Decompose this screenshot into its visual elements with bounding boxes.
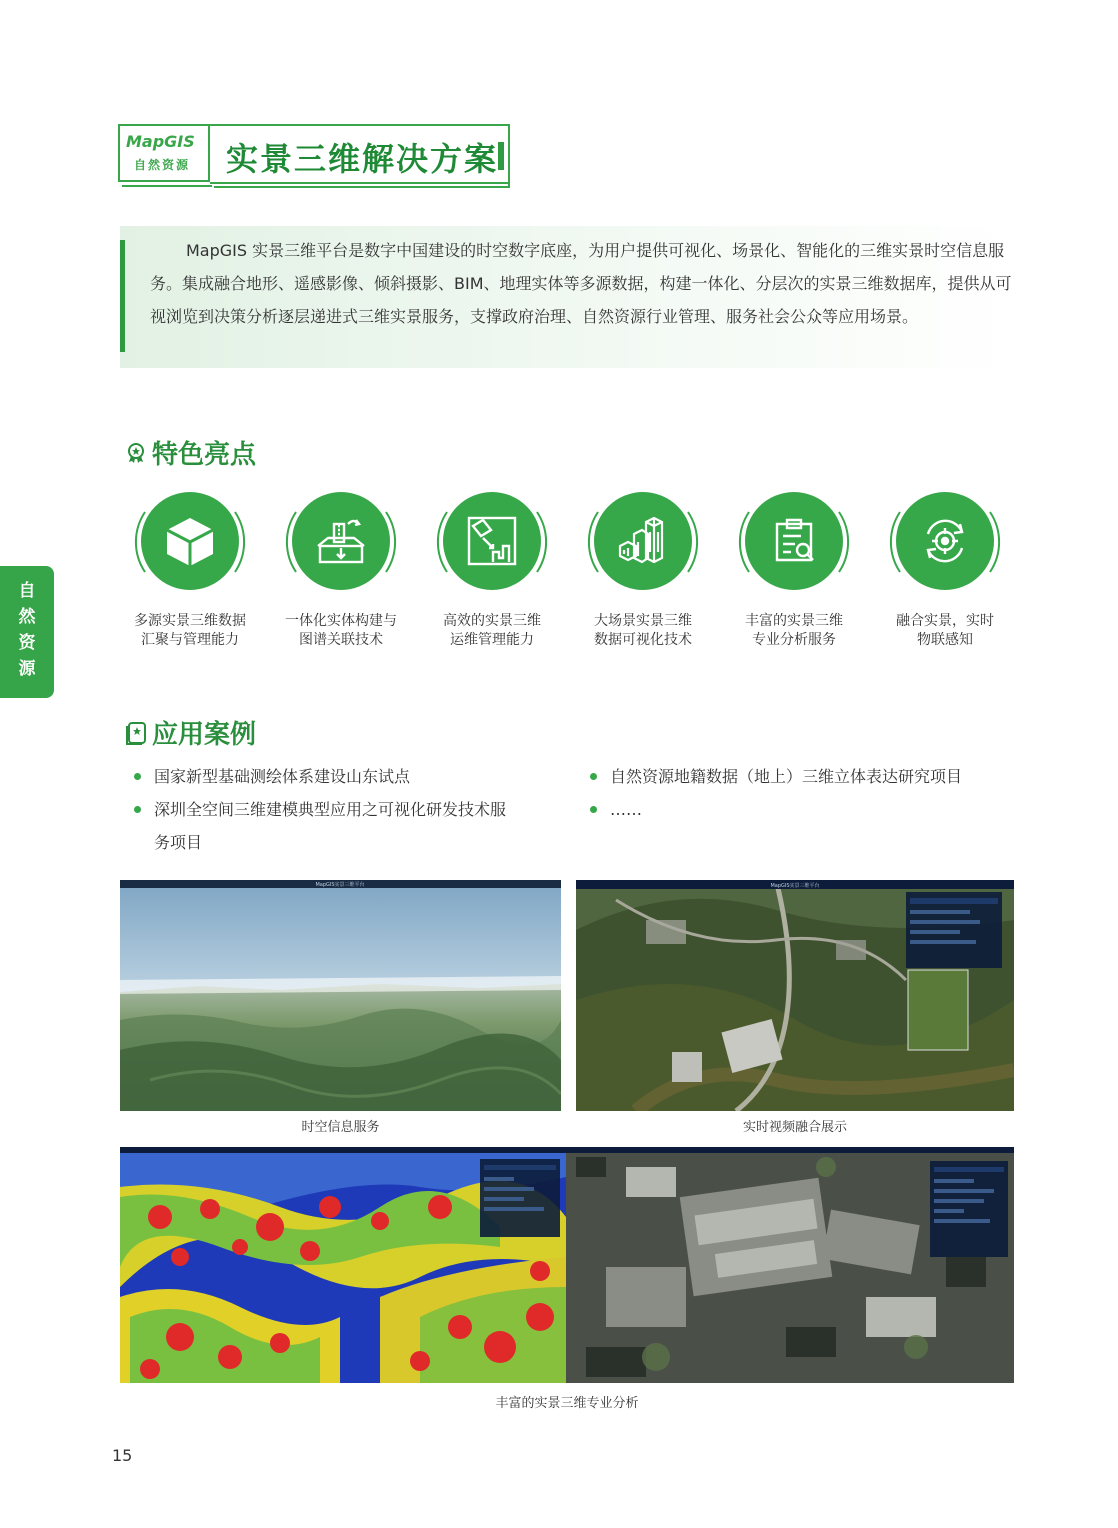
city-blocks-icon [594, 492, 692, 590]
heatmap-screenshot [120, 1147, 566, 1383]
caption-terrain: 时空信息服务 [301, 1120, 380, 1135]
feature-item: 一体化实体构建与 图谱关联技术 [271, 490, 411, 650]
cube-icon [141, 492, 239, 590]
page-header [118, 124, 512, 188]
list-item: 国家新型基础测绘体系建设山东试点 [130, 760, 410, 793]
building-build-icon [292, 492, 390, 590]
intro-text: MapGIS 实景三维平台是数字中国建设的时空数字底座，为用户提供可视化、场景化、智能化的三维实景时空信息服务。集成融合地形、遥感影像、倾斜摄影、BIM、地理实体等多源数据，构建一体化、分层次的实景三维数据库，提供从可视浏览到决策分析逐层递进式三维实景服务，支撑政府治理、自然资源行业管理、服务社会公众等应用场景。 [150, 241, 1012, 326]
logo-brand: MapGIS [126, 132, 195, 151]
map-city-icon [443, 492, 541, 590]
title-box [210, 124, 510, 184]
target-sync-icon [896, 492, 994, 590]
list-item: 自然资源地籍数据（地上）三维立体表达研究项目 [586, 760, 962, 793]
svg-text:MapGIS实景三维平台: MapGIS实景三维平台 [315, 882, 365, 888]
feature-item: 多源实景三维数据 汇聚与管理能力 [120, 490, 260, 650]
award-icon [124, 441, 148, 472]
features-title: 特色亮点 [124, 434, 256, 472]
oblique-city-screenshot [566, 1147, 1014, 1383]
list-item: 深圳全空间三维建模典型应用之可视化研发技术服 [130, 793, 506, 826]
mapgis-logo [118, 124, 210, 182]
side-tab[interactable]: 自 然 资 源 [0, 566, 54, 698]
feature-item: 丰富的实景三维 专业分析服务 [724, 490, 864, 650]
page-title: 实景三维解决方案 [226, 140, 499, 178]
feature-item: 大场景实景三维 数据可视化技术 [573, 490, 713, 650]
list-item: …… [586, 793, 642, 826]
logo-sub: 自然资源 [134, 158, 191, 172]
feature-item: 融合实景，实时 物联感知 [875, 490, 1015, 650]
clipboard-search-icon [745, 492, 843, 590]
intro-panel [120, 226, 1014, 368]
features-list [120, 490, 1014, 660]
svg-text:MapGIS实景三维平台: MapGIS实景三维平台 [770, 883, 820, 889]
caption-analysis: 丰富的实景三维专业分析 [495, 1396, 639, 1411]
feature-item: 高效的实景三维 运维管理能力 [422, 490, 562, 650]
cases-title: 应用案例 [124, 714, 256, 753]
list-item-continued: 务项目 [154, 833, 203, 852]
terrain-screenshot [120, 880, 561, 1111]
badge-icon [124, 720, 148, 753]
caption-video: 实时视频融合展示 [742, 1120, 847, 1135]
page-number: 15 [112, 1446, 133, 1465]
video-fusion-screenshot [576, 880, 1014, 1111]
